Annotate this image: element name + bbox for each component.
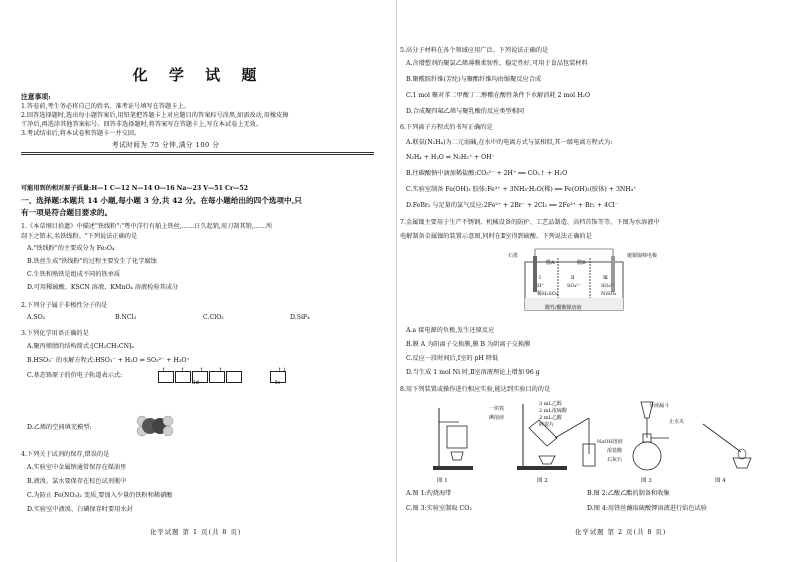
notice-item: 干净后,再选涂其他答案标号。回答非选择题时,将答案写在答题卡上,写在本试卷上无效。 bbox=[21, 121, 263, 128]
figure-2-apparatus bbox=[517, 398, 617, 476]
fig-label: 浓盐酸 bbox=[607, 448, 623, 454]
fig-label: 膜B bbox=[577, 260, 586, 266]
option-c: C.1 mol 聚对苯二甲酸丁二醇酯在酸性条件下水解消耗 2 mol H₂O bbox=[406, 92, 591, 99]
fig-label: 膜A bbox=[546, 260, 555, 266]
option-d: D.实验室中液溴、白磷保存时要用水封 bbox=[27, 506, 133, 513]
orbital-s-arrows: ↑↓ bbox=[277, 367, 288, 374]
option-a: A.含增塑剂的聚氯乙烯薄膜柔韧性、稳定性好,可用于食品包装材料 bbox=[406, 60, 588, 67]
option-b: B.往碳酸钠中滴加稀盐酸:CO₃²⁻ + 2H⁺ ══ CO₂↑ + H₂O bbox=[406, 170, 568, 177]
fig-label: 碘溶液 bbox=[489, 415, 505, 421]
fig-label: NaOH溶液 bbox=[597, 439, 623, 445]
option-a-equation: N₂H₄ + H₂O ⇌ N₂H₅⁺ + OH⁻ bbox=[406, 154, 495, 161]
orbital-diagram bbox=[158, 366, 287, 385]
option-b: B.图 2:乙酸乙酯的制备和收集 bbox=[587, 490, 670, 497]
question-stem: 3.下列化学用语正确的是 bbox=[21, 330, 89, 337]
section-heading: 一、选择题:本题共 14 小题,每小题 3 分,共 42 分。在每小题给出的四个选项中,只 bbox=[21, 196, 302, 205]
question-stem: 7.金属镍主要用于生产不锈钢、机械设备的防护、工艺品制造、高档首饰等等。下图为水溶液中 bbox=[400, 219, 660, 226]
option-c: C.为防止 Fe(NO₃)₂ 变质,要加入少量的铁粉和稀硝酸 bbox=[27, 492, 173, 499]
figure-caption: 图 1 bbox=[437, 478, 448, 484]
figure-4-apparatus bbox=[697, 412, 757, 472]
notice-heading: 注意事项: bbox=[21, 93, 51, 101]
option-c: C.生铁和熟铁是组成不同的铁单质 bbox=[27, 271, 121, 278]
question-stem: 2.下列分子属于非极性分子的是 bbox=[21, 302, 108, 309]
figure-1-apparatus bbox=[433, 400, 477, 475]
page-2 bbox=[397, 0, 794, 562]
option-d: D.SiF₄ bbox=[290, 314, 310, 321]
fig-label: Ⅱ bbox=[571, 275, 575, 281]
option-b: B.铁丝生成"铁线粉"的过程主要发生了化学腐蚀 bbox=[27, 258, 157, 265]
fig-label: Ⅲ bbox=[603, 275, 608, 281]
fig-label: SO₄²⁻ bbox=[567, 283, 582, 289]
option-a: A.实验室中金属钠通常保存在煤油里 bbox=[27, 464, 127, 471]
divider bbox=[21, 152, 374, 153]
divider bbox=[21, 154, 374, 155]
notice-item: 2.回答选择题时,选出每小题答案后,用铅笔把答题卡上对应题目的答案标号涂黑,如需改动,用橡皮擦 bbox=[21, 112, 289, 119]
option-c: C.图 3:实验室制取 CO₂ bbox=[406, 505, 472, 512]
question-stem: 电解制备金属镍的装置示意图,同时在Ⅱ室得到硫酸。下列说法正确的是 bbox=[400, 233, 592, 240]
option-b: B.NCl₃ bbox=[115, 314, 137, 321]
option-b: B.HSO₃⁻ 的水解方程式:HSO₃⁻ + H₂O ⇌ SO₃²⁻ + H₃O⁺ bbox=[27, 357, 190, 364]
option-c: C.基态铬原子的价电子轨道表示式: bbox=[27, 372, 123, 379]
option-d: D.FeBr₂ 与足量的氯气反应:2Fe²⁺ + 2Br⁻ + 2Cl₂ ══ 2Fe³⁺ + Br₂ + 4Cl⁻ bbox=[406, 202, 619, 209]
exam-time: 考试时间为 75 分钟,满分 100 分 bbox=[112, 141, 220, 149]
fig-label: 稀H₂SO₄ bbox=[537, 291, 558, 297]
notice-item: 3.考试结束后,将本试卷和答题卡一并交回。 bbox=[21, 130, 141, 137]
option-d: D.可用稀硫酸、KSCN 溶液、KMnO₄ 溶液检验其成分 bbox=[27, 284, 179, 291]
option-b: B.膜 A 为阳离子交换膜,膜 B 为阴离子交换膜 bbox=[406, 341, 531, 348]
option-c: C.ClO₂ bbox=[203, 314, 224, 321]
option-a: A.联氨(N₂H₄)为二元弱碱,在水中的电离方式与氨相似,其一级电离方程式为: bbox=[406, 139, 613, 146]
fig-label: 镀铜镍棒电极 bbox=[627, 253, 658, 259]
exam-title: 化 学 试 题 bbox=[132, 66, 265, 84]
fig-label: H⁺ bbox=[537, 283, 544, 289]
question-stem: 8.用下列装置或操作进行相应实验,能达到实验目的的是 bbox=[400, 386, 551, 393]
fig-label: 石墨 bbox=[508, 253, 519, 259]
ethylene-space-filling-model bbox=[135, 413, 175, 439]
figure-caption: 图 3 bbox=[641, 478, 652, 484]
option-a: A."铁线粉"的主要成分为 Fe₃O₄ bbox=[27, 245, 115, 252]
page-footer: 化学试题 第 2 页(共 8 页) bbox=[575, 528, 667, 536]
option-d: D.合成聚四氟乙烯与聚乳酸的反应类型相同 bbox=[406, 108, 525, 115]
option-b: B.聚酰胺纤维(芳纶)与聚酯纤维均由缩聚反应合成 bbox=[406, 76, 542, 83]
fig-label: 石灰石 bbox=[607, 457, 623, 463]
orbital-4s-label: 4s bbox=[274, 380, 281, 386]
question-stem: 刮下之销末,名铁线粉。"下列说法正确的是 bbox=[21, 233, 138, 240]
question-stem: 1.《本草纲目拾遗》中描述"铁线粉":"粤中洋行有舶上铁丝,……日久起销,用刀刮其销,……所 bbox=[21, 223, 273, 230]
notice-item: 1.答卷前,考生务必将自己的姓名、准考证号填写在答题卡上。 bbox=[21, 103, 190, 110]
fig-caption: 酸性/醋酸镍溶液 bbox=[545, 305, 582, 311]
atomic-masses: 可能用到的相对原子质量:H—1 C—12 N—14 O—16 Na—23 V—51 Cr—52 bbox=[21, 185, 249, 192]
option-a: A.聚丙烯腈的结构简式:⁅CH₂CH₂CN⁆ₙ bbox=[27, 343, 135, 350]
question-stem: 5.高分子材料在各个领域应用广泛。下列说法正确的是 bbox=[400, 47, 549, 54]
question-stem: 6.下列离子方程式的书写正确的是 bbox=[400, 124, 493, 131]
fig-label: 2 mL乙酸 bbox=[539, 415, 562, 421]
option-c: C.实验室制备 Fe(OH)₃ 胶体:Fe³⁺ + 3NH₃·H₂O(稀) ══ Fe(OH)₃(胶体) + 3NH₄⁺ bbox=[406, 186, 637, 193]
option-c: C.反应一段时间后,Ⅰ室的 pH 降低 bbox=[406, 355, 499, 362]
option-a: A.SO₂ bbox=[27, 314, 46, 321]
fig-label: 碎瓷片 bbox=[539, 422, 555, 428]
fig-label: 分液漏斗 bbox=[649, 403, 670, 409]
orbital-arrows: ↑ ↑ ↑ ↑ bbox=[161, 367, 229, 374]
option-b: B.液溴、氯水要保存在棕色试剂瓶中 bbox=[27, 478, 127, 485]
option-a: A.图 1:灼烧海带 bbox=[406, 490, 452, 497]
option-d: D.当生成 1 mol Ni 时,Ⅱ室溶液理论上增加 96 g bbox=[406, 369, 540, 376]
page-footer: 化学试题 第 1 页(共 8 页) bbox=[150, 528, 242, 536]
figure-caption: 图 2 bbox=[537, 478, 548, 484]
fig-label: 2 mL浓硫酸 bbox=[539, 408, 567, 414]
fig-label: SO₄²⁻ bbox=[601, 283, 616, 289]
fig-label: 止水夹 bbox=[669, 419, 685, 425]
option-a: A.a 接电源的负极,发生还原反应 bbox=[406, 327, 495, 334]
fig-label: NiSO₄ bbox=[601, 291, 617, 297]
figure-caption: 图 4 bbox=[715, 478, 726, 484]
question-stem: 4.下列关于试剂的保存,错误的是 bbox=[21, 451, 110, 458]
fig-label: Ⅰ bbox=[539, 275, 541, 281]
section-heading: 有一项是符合题目要求的。 bbox=[21, 208, 113, 217]
fig-label: 一块铁 bbox=[489, 406, 505, 412]
option-d: D.乙烯的空间填充模型: bbox=[27, 424, 92, 431]
option-d: D.图 4:用铁丝蘸取硫酸钾溶液进行焰色试验 bbox=[587, 505, 707, 512]
fig-label: 3 mL乙醇 bbox=[539, 401, 562, 407]
orbital-3d-label: 3d bbox=[192, 380, 200, 386]
